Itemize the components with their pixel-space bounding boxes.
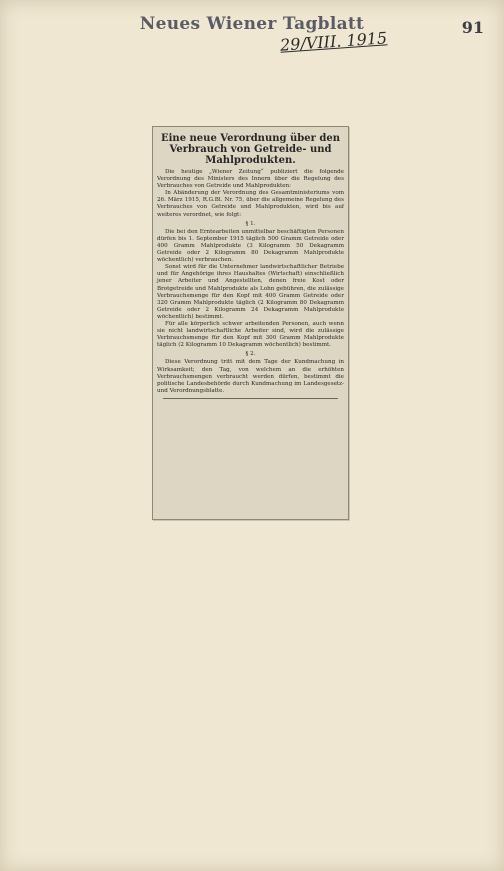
clipping-paragraph: Sonst wird für die Unternehmer landwirtschaftlicher Betriebe und für Angehörige ihres Haushaltes (Wirtschaft) einschließlich jener Arbeiter und Angestellten, denen freie Kost oder Brotgetreide und Mahlprodukte als Lohn gebühren, die zulässige Verbrauchsmenge für den Kopf mit 400 Gramm Getreide oder 320 Gramm Mahlprodukte täglich (2 Kilogramm 80 Dekagramm Getreide oder 2 Kilogramm 24 Dekagramm Mahlprodukte wöchentlich) bestimmt. <box>157 264 344 320</box>
clipping-paragraph: Die heutige „Wiener Zeitung“ publiziert die folgende Verordnung des Ministers des Innern über die Regelung des Verbrauches von Getreide und Mahlprodukten: <box>157 169 344 190</box>
section-heading: § 1. <box>245 220 256 227</box>
clipping-paragraph: Für alle körperlich schwer arbeitenden Personen, auch wenn sie nicht landwirtschaftliche Arbeiter sind, wird die zulässige Verbrauchsmenge für den Kopf mit 300 Gramm Mahlprodukte täglich (2 Kilogramm 10 Dekagramm wöchentlich) bestimmt. <box>157 320 344 349</box>
handwritten-date: 29/VIII. 1915 <box>279 28 388 55</box>
divider <box>163 398 338 399</box>
clipping-paragraph: Diese Verordnung tritt mit dem Tage der Kundmachung in Wirksamkeit; den Tag, von welchem an die erhöhten Verbrauchsmengen verbraucht werden dürfen, bestimmt die politische Landesbehörde durch Kundmachung im Landesgesetz- und Verordnungsblatte. <box>157 359 344 394</box>
clipping-headline: Eine neue Verordnung über den Verbrauch von Getreide- und Mahlprodukten. <box>161 133 340 166</box>
clipping-body <box>157 169 344 395</box>
newspaper-title: Neues Wiener Tagblatt <box>139 14 365 34</box>
section-heading: § 2. <box>245 351 256 358</box>
clipping-paragraph: Die bei den Erntearbeiten unmittelbar beschäftigten Personen dürfen bis 1. September 1915 täglich 500 Gramm Getreide oder 400 Gramm Mahlprodukte (3 Kilogramm 50 Dekagramm Getreide oder 2 Kilogramm 80 Dekagramm Mahlprodukte wöchentlich) verbrauchen. <box>157 228 344 264</box>
page-number: 91 <box>461 18 484 37</box>
clipping-paragraph: In Abänderung der Verordnung des Gesamtministeriums vom 26. März 1915, R.G.Bl. Nr. 75, über die allgemeine Regelung des Verbrauches von Getreide und Mahlprodukten, wird bis auf weiteres verordnet, wie folgt: <box>157 190 344 218</box>
newspaper-clipping <box>152 126 349 520</box>
